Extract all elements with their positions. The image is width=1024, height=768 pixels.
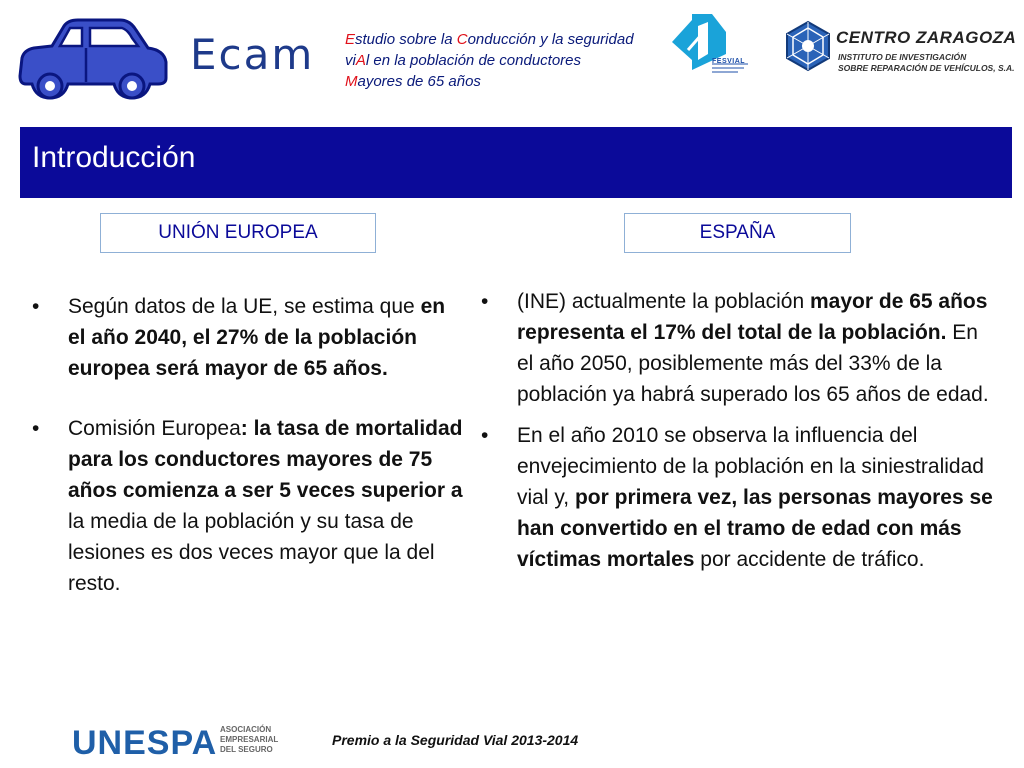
bullet-text: Comisión Europea bbox=[68, 417, 241, 440]
centro-zaragoza-globe-icon bbox=[785, 20, 831, 72]
bullet-icon: • bbox=[481, 424, 489, 447]
bullet-bold-text: por primera vez, las personas mayores se han convertido en el tramo de edad con más víctimas mortales bbox=[517, 486, 993, 571]
bullet-text: En el año 2050, posiblemente más del 33% de la población ya habrá superado los 65 años de edad. bbox=[517, 321, 989, 406]
title-part: ayores de 65 años bbox=[357, 73, 481, 90]
eu-bullet-2 bbox=[32, 413, 468, 599]
title-letter-c: C bbox=[456, 31, 468, 48]
title-letter-m: M bbox=[345, 73, 358, 90]
eu-bullet-1 bbox=[32, 291, 468, 384]
bullet-icon: • bbox=[32, 417, 40, 440]
bullet-bold-text: : la tasa de mortalidad para los conductores mayores de 75 años comienza a ser 5 veces superior a bbox=[68, 417, 463, 502]
fesvial-label: FESVIAL bbox=[712, 58, 746, 65]
title-letter-e: E bbox=[345, 31, 356, 48]
title-part: studio sobre la bbox=[355, 31, 457, 48]
spain-column bbox=[481, 286, 997, 575]
fesvial-logo bbox=[668, 10, 760, 78]
car-logo bbox=[12, 14, 172, 100]
bullet-icon: • bbox=[32, 295, 40, 318]
bullet-icon: • bbox=[481, 290, 489, 313]
bullet-bold-text: mayor de 65 años representa el 17% del total de la población. bbox=[517, 290, 988, 344]
section-banner bbox=[20, 127, 1012, 198]
unespa-logo bbox=[70, 718, 280, 762]
centro-zaragoza-subtitle-2: SOBRE REPARACIÓN DE VEHÍCULOS, S.A. bbox=[838, 63, 1015, 73]
es-bullet-2 bbox=[481, 420, 997, 575]
section-title: Introducción bbox=[32, 141, 196, 174]
unespa-logo-text: UNESPA bbox=[72, 724, 218, 762]
award-text: Premio a la Seguridad Vial 2013-2014 bbox=[332, 732, 579, 748]
study-title bbox=[345, 29, 635, 92]
title-part: l en la población de conductores bbox=[365, 52, 582, 69]
unespa-sub-1: ASOCIACIÓN bbox=[220, 725, 272, 734]
title-part: onducción y la seguridad vi bbox=[345, 31, 634, 69]
bullet-text: por accidente de tráfico. bbox=[694, 548, 925, 571]
unespa-sub-3: DEL SEGURO bbox=[220, 745, 273, 754]
eu-column-header: UNIÓN EUROPEA bbox=[100, 213, 376, 253]
unespa-sub-2: EMPRESARIAL bbox=[220, 735, 279, 744]
bullet-text: En el año 2010 se observa la influencia del envejecimiento de la población en la siniestralidad vial y, bbox=[517, 424, 984, 509]
eu-column bbox=[32, 291, 468, 599]
centro-zaragoza-subtitle-1: INSTITUTO DE INVESTIGACIÓN bbox=[838, 52, 967, 62]
bullet-text: (INE) actualmente la población bbox=[517, 290, 810, 313]
spain-column-header: ESPAÑA bbox=[624, 213, 851, 253]
bullet-text: Según datos de la UE, se estima que bbox=[68, 295, 421, 318]
bullet-text: la media de la población y su tasa de lesiones es dos veces mayor que la del resto. bbox=[68, 510, 435, 595]
centro-zaragoza-title: CENTRO ZARAGOZA bbox=[836, 28, 1017, 47]
title-letter-a: A bbox=[355, 52, 366, 69]
ecam-logo-text: Ecam bbox=[190, 30, 315, 79]
bullet-bold-text: en el año 2040, el 27% de la población europea será mayor de 65 años. bbox=[68, 295, 446, 380]
es-bullet-1 bbox=[481, 286, 997, 410]
